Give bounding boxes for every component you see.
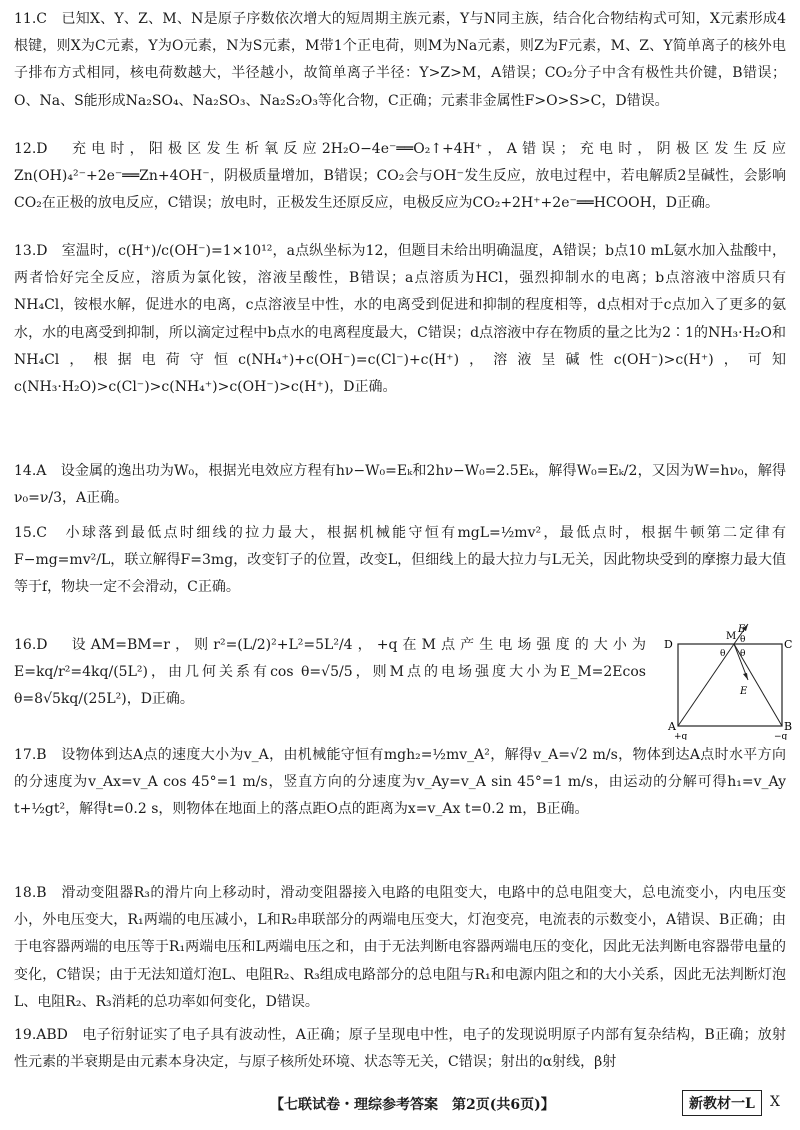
label-c: C bbox=[784, 638, 793, 651]
answer-11: 11.C 已知X、Y、Z、M、N是原子序数依次增大的短周期主族元素，Y与N同主族，结合化合物结构式可知，X元素形成4根键，则X为C元素，Y为O元素，N为S元素，M带1个正电荷，则M为Na元素，则Z为F元素，M、Z、Y简单离子的核外电子排布方式相同，核电荷数越大，半径越小，故简单离子半径：Y>Z>M，A错误；CO₂分子中含有极性共价键，B错误；O、Na、S能形成Na₂SO₄、Na₂SO₃、Na₂S₂O₃等化合物，C正确；元素非金属性F>O>S>C，D错误。 bbox=[14, 11, 786, 109]
square-outline bbox=[678, 644, 782, 726]
footer-mark: X bbox=[770, 1094, 780, 1110]
angle-theta-1: θ bbox=[740, 635, 746, 645]
label-e-top: E bbox=[738, 624, 746, 635]
answer-15: 15.C 小球落到最低点时细线的拉力最大，根据机械能守恒有mgL=½mv²，最低点时，根据牛顿第二定律有F−mg=mv²/L，联立解得F=3mg，改变钉子的位置，改变L，但细线上的最大拉力与L无关，因此物块受到的摩擦力最大值等于f，物块一定不会滑动，C正确。 bbox=[14, 525, 786, 596]
answer-16: 16.D 设AM=BM=r，则r²=(L/2)²+L²=5L²/4，+q在M点产生电场强度的大小为E=kq/r²=4kq/(5L²)，由几何关系有cos θ=√5/5，则M点的电场强度大小为E_M=2Ecos θ=8√5kq/(25L²)，D正确。 bbox=[14, 637, 646, 708]
footer-title: 【七联试卷・理综参考答案 第2页(共6页)】 bbox=[270, 1097, 555, 1113]
arrowhead-down bbox=[743, 673, 748, 680]
answer-13: 13.D 室温时，c(H⁺)/c(OH⁻)=1×10¹²，a点纵坐标为12，但题目未给出明确温度，A错误；b点10 mL氨水加入盐酸中，两者恰好完全反应，溶质为氯化铵，溶液呈酸性，B错误；a点溶质为HCl，强烈抑制水的电离；b点溶液中溶质只有NH₄Cl，铵根水解，促进水的电离，c点溶液呈中性，水的电离受到促进和抑制的程度相等，d点相对于c点加入了更多的氨水，水的电离受到抑制，所以滴定过程中b点水的电离程度最大，C错误；d点溶液中存在物质的量之比为2∶1的NH₃·H₂O和NH₄Cl，根据电荷守恒c(NH₄⁺)+c(OH⁻)=c(Cl⁻)+c(H⁺)，溶液呈碱性c(OH⁻)>c(H⁺)，可知c(NH₃·H₂O)>c(Cl⁻)>c(NH₄⁺)>c(OH⁻)>c(H⁺)，D正确。 bbox=[14, 243, 786, 396]
answer-17: 17.B 设物体到达A点的速度大小为v_A，由机械能守恒有mgh₂=½mv_A²，解得v_A=√2 m/s，物体到达A点时水平方向的分速度为v_Ax=v_A cos 45°=1 m/s，竖直方向的分速度为v_Ay=v_A sin 45°=1 m/s，由运动的分解可得h₁=v_Ay t+½gt²，解得t=0.2 s，则物体在地面上的落点距O点的距离为x=v_Ax t=0.2 m，B正确。 bbox=[14, 747, 786, 818]
edition-tag: 新教材一L bbox=[682, 1090, 762, 1116]
answer-14: 14.A 设金属的逸出功为W₀，根据光电效应方程有hν−W₀=Eₖ和2hν−W₀=2.5Eₖ，解得W₀=Eₖ/2，又因为W=hν₀，解得ν₀=ν/3，A正确。 bbox=[14, 463, 786, 507]
label-e-bottom: E bbox=[740, 686, 748, 697]
angle-theta-3: θ bbox=[740, 649, 746, 659]
label-minus-q: −q bbox=[774, 732, 788, 740]
answer-12: 12.D 充电时，阳极区发生析氧反应2H₂O−4e⁻══O₂↑+4H⁺，A错误；充电时，阴极区发生反应Zn(OH)₄²⁻+2e⁻══Zn+4OH⁻，阴极质量增加，B错误；CO₂会与OH⁻发生反应，放电过程中，若电解质2呈碱性，会影响CO₂在正极的放电反应，C错误；放电时，正极发生还原反应，电极反应为CO₂+2H⁺+2e⁻══HCOOH，D正确。 bbox=[14, 141, 786, 212]
answer-19: 19.ABD 电子衍射证实了电子具有波动性，A正确；原子呈现电中性，电子的发现说明原子内部有复杂结构，B正确；放射性元素的半衰期是由元素本身决定，与原子核所处环境、状态等无关，C错误；射出的α射线，β射 bbox=[14, 1027, 786, 1071]
label-d: D bbox=[664, 638, 673, 651]
label-plus-q: +q bbox=[674, 732, 688, 740]
label-a: A bbox=[668, 720, 676, 733]
answer-18: 18.B 滑动变阻器R₃的滑片向上移动时，滑动变阻器接入电路的电阻变大，电路中的总电阻变大，总电流变小，内电压变小，外电压变大，R₁两端的电压减小，L和R₂串联部分的两端电压变大，灯泡变亮，电流表的示数变小，A错误、B正确；由于电容器两端的电压等于R₁两端电压和L两端电压之和，由于无法判断电容器两端电压的变化，因此无法判断电容器带电量的变化，C错误；由于无法知道灯泡L、电阻R₂、R₃组成电路部分的总电阻与R₁和电源内阻之和的大小关系，因此无法判断灯泡L、电阻R₂、R₃消耗的总功率如何变化，D错误。 bbox=[14, 885, 786, 1010]
line-a-m bbox=[678, 644, 734, 726]
page-footer bbox=[0, 1090, 800, 1118]
electric-field-diagram bbox=[656, 622, 794, 740]
label-b: B bbox=[784, 720, 793, 733]
angle-theta-2: θ bbox=[720, 649, 726, 659]
label-m: M bbox=[726, 631, 737, 642]
